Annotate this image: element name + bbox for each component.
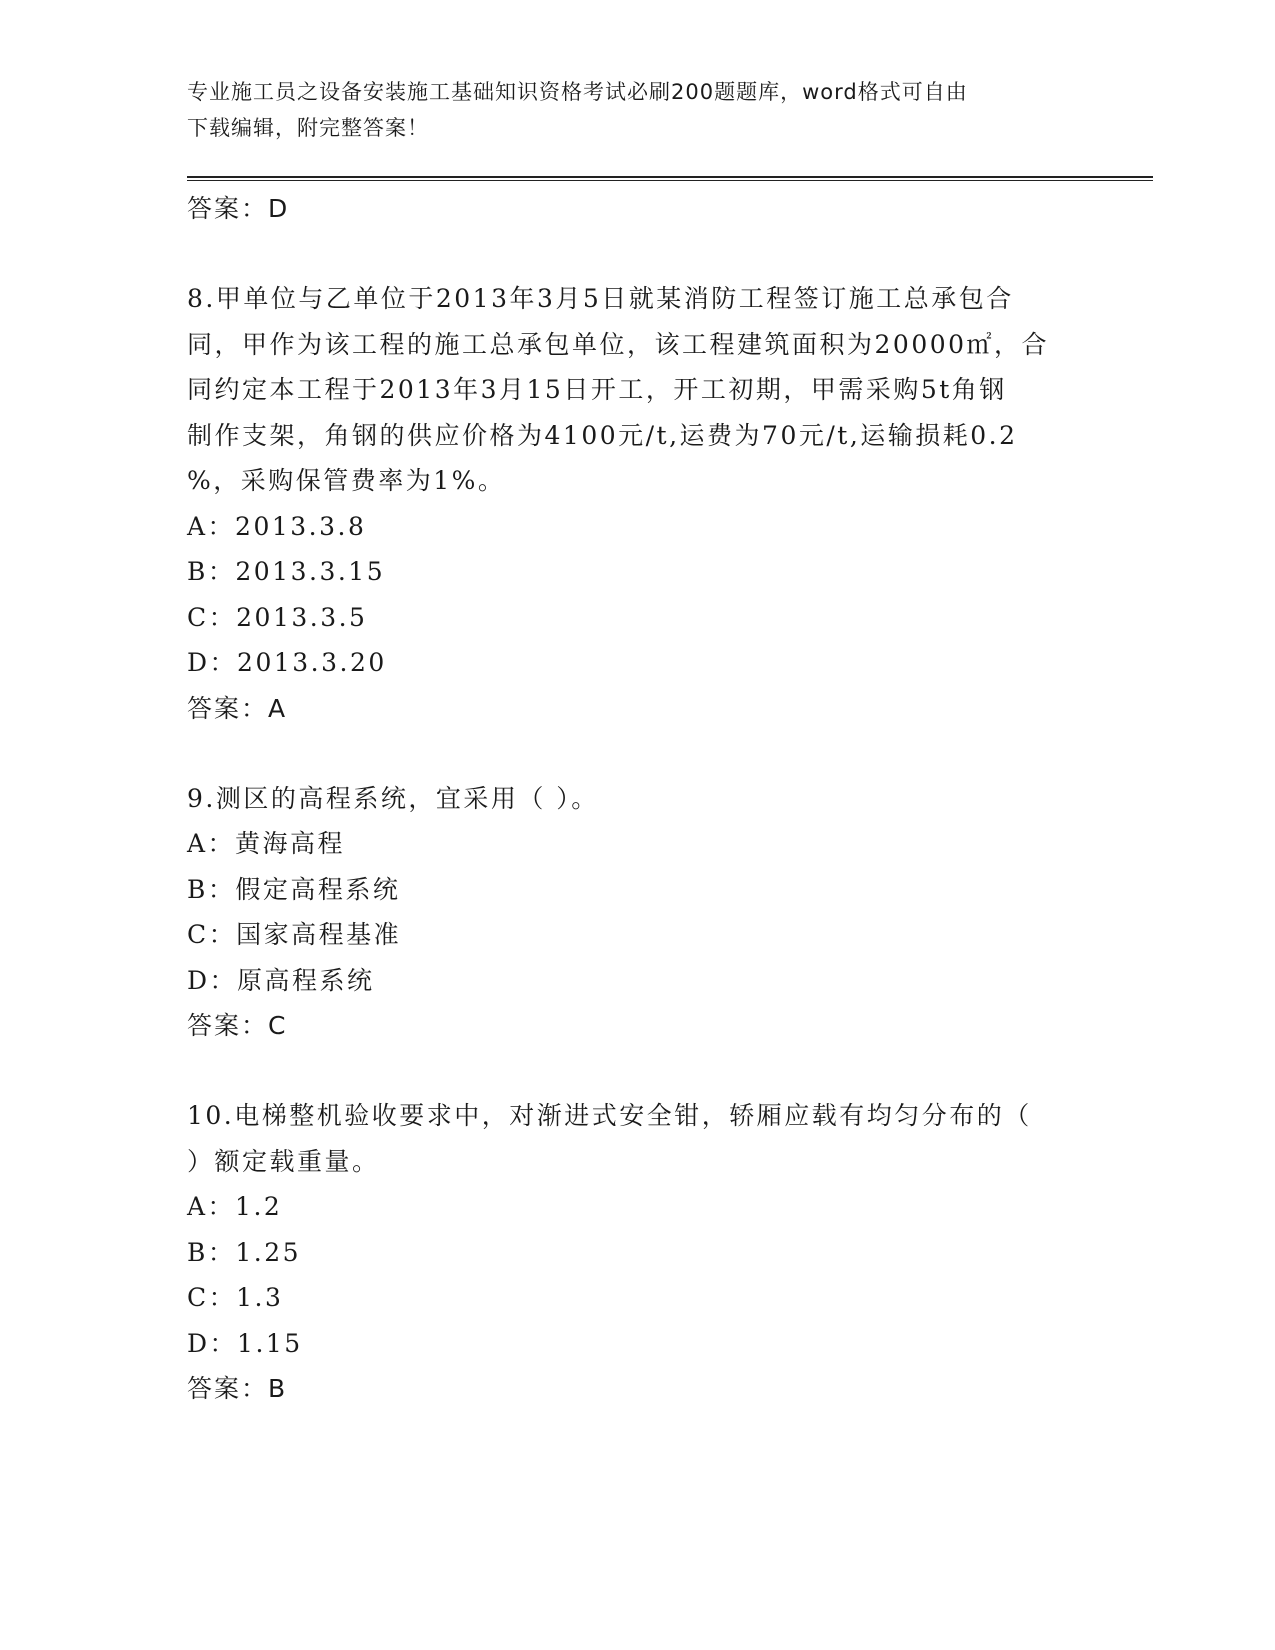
page-header	[187, 74, 1067, 146]
option-c: C：1.3	[187, 1283, 284, 1312]
option-d: D：1.15	[187, 1328, 303, 1358]
answer-line: 答案：C	[187, 1011, 288, 1040]
question-stem-line: %，采购保管费率为1%。	[187, 466, 506, 495]
answer-line: 答案：A	[187, 693, 288, 723]
question-stem-line: 同，甲作为该工程的施工总承包单位，该工程建筑面积为20000㎡，合	[187, 329, 1050, 359]
question-stem	[187, 276, 1087, 504]
question-stem	[187, 776, 1087, 822]
question-stem-line: 10.电梯整机验收要求中，对渐进式安全钳，轿厢应载有均匀分布的（	[187, 1101, 1032, 1130]
option-c: C：2013.3.5	[187, 602, 368, 632]
header-title-line-1: 专业施工员之设备安装施工基础知识资格考试必刷200题题库，word格式可自由	[187, 80, 968, 104]
option-b: B：2013.3.15	[187, 557, 386, 586]
question-8	[187, 276, 1087, 732]
question-stem-line: ）额定载重量。	[187, 1146, 380, 1176]
question-list	[187, 186, 1087, 1412]
question-stem-line: 同约定本工程于2013年3月15日开工，开工初期，甲需采购5t角钢	[187, 375, 1007, 404]
option-a: A：黄海高程	[187, 829, 346, 858]
header-title-line-2: 下载编辑，附完整答案！	[187, 116, 429, 140]
spacer	[187, 232, 1087, 276]
spacer	[187, 1049, 1087, 1093]
answer-line: 答案：B	[187, 1374, 288, 1403]
question-stem	[187, 1093, 1087, 1184]
spacer	[187, 732, 1087, 776]
option-d: D：2013.3.20	[187, 648, 387, 677]
question-stem-line: 8.甲单位与乙单位于2013年3月5日就某消防工程签订施工总承包合	[187, 284, 1014, 313]
option-b: B：1.25	[187, 1237, 302, 1267]
question-stem-line: 9.测区的高程系统，宜采用（ ）。	[187, 783, 599, 813]
option-c: C：国家高程基准	[187, 920, 402, 949]
option-a: A：1.2	[187, 1192, 283, 1221]
question-9	[187, 776, 1087, 1050]
option-a: A：2013.3.8	[187, 511, 367, 541]
option-d: D：原高程系统	[187, 965, 375, 995]
question-10	[187, 1093, 1087, 1412]
option-b: B：假定高程系统	[187, 874, 401, 904]
previous-question-answer: 答案：D	[187, 194, 290, 223]
header-divider	[187, 176, 1153, 181]
question-stem-line: 制作支架，角钢的供应价格为4100元/t,运费为70元/t,运输损耗0.2	[187, 420, 1018, 450]
